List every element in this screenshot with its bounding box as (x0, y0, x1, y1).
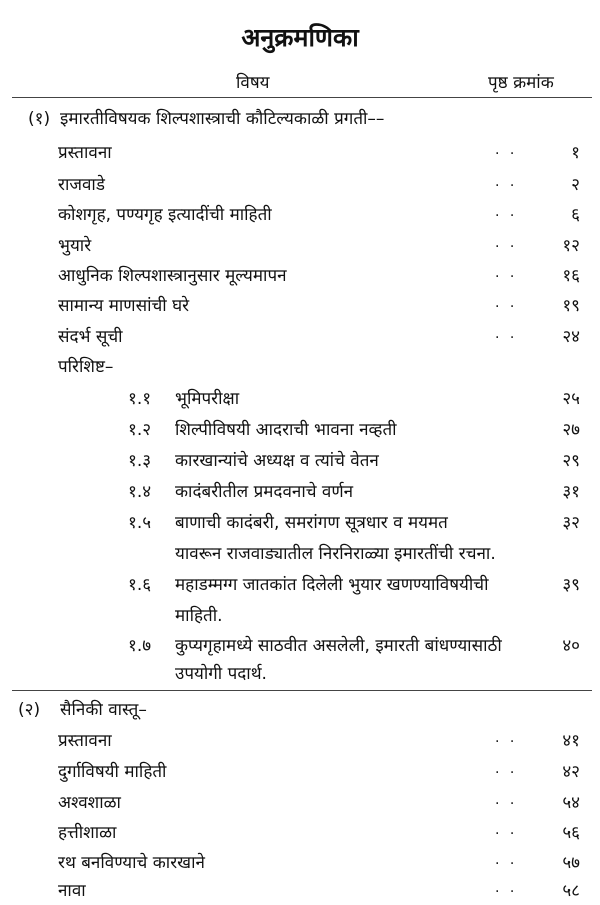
appendix-title: कादंबरीतील प्रमदवनाचे वर्णन (175, 482, 354, 502)
appendix-page-number: ३९ (562, 575, 580, 595)
entry-page-number: ५७ (562, 853, 580, 873)
entry-page-number: ५४ (562, 793, 580, 813)
appendix-page-number: २९ (562, 451, 580, 471)
entry-title: भुयारे (58, 236, 92, 256)
dot-leader: . . (495, 852, 518, 868)
entry-page-number: २ (571, 175, 580, 195)
appendix-number: १.१ (128, 389, 152, 409)
entry-title: कोशगृह, पण्यगृह इत्यादींची माहिती (58, 205, 272, 225)
appendix-title-continuation: उपयोगी पदार्थ. (175, 664, 267, 684)
entry-title: प्रस्तावना (58, 143, 112, 163)
entry-page-number: २४ (562, 327, 580, 347)
entry-title: राजवाडे (58, 175, 105, 195)
entry-title: आधुनिक शिल्पशास्त्रानुसार मूल्यमापन (58, 266, 287, 286)
appendix-title: महाडम्मग्ग जातकांत दिलेली भुयार खणण्याविषयीची (175, 575, 489, 595)
entry-page-number: ४१ (562, 731, 580, 751)
entry-page-number: १९ (562, 296, 580, 316)
appendix-page-number: ३१ (562, 482, 580, 502)
entry-title: प्रस्तावना (58, 731, 112, 751)
entry-page-number: १६ (562, 266, 580, 286)
dot-leader: . . (495, 265, 518, 281)
header-rule (12, 97, 592, 98)
dot-leader: . . (495, 761, 518, 777)
appendix-label: परिशिष्ट– (58, 357, 114, 377)
appendix-title: कारखान्यांचे अध्यक्ष व त्यांचे वेतन (175, 451, 379, 471)
appendix-title: कुप्यगृहामध्ये साठवीत असलेली, इमारती बांधण्यासाठी (175, 636, 502, 656)
entry-title: नावा (58, 881, 86, 901)
appendix-title: भूमिपरीक्षा (175, 389, 240, 409)
section-1-heading: इमारतीविषयक शिल्पशास्त्राची कौटिल्यकाळी प्रगती–– (60, 109, 385, 129)
dot-leader: . . (495, 142, 518, 158)
appendix-title-continuation: यावरून राजवाड्यातील निरनिराळ्या इमारतींची रचना. (175, 544, 496, 564)
dot-leader: . . (495, 235, 518, 251)
entry-title: संदर्भ सूची (58, 327, 123, 347)
appendix-page-number: ३२ (562, 513, 580, 533)
entry-page-number: ५६ (562, 823, 580, 843)
entry-page-number: १ (571, 143, 580, 163)
appendix-page-number: ४० (562, 636, 580, 656)
entry-title: अश्वशाळा (58, 793, 121, 813)
dot-leader: . . (495, 792, 518, 808)
dot-leader: . . (495, 295, 518, 311)
appendix-number: १.७ (128, 636, 152, 656)
appendix-title: शिल्पीविषयी आदराची भावना नव्हती (175, 420, 397, 440)
appendix-number: १.६ (128, 575, 152, 595)
appendix-number: १.४ (128, 482, 152, 502)
entry-title: दुर्गाविषयी माहिती (58, 762, 167, 782)
dot-leader: . . (495, 822, 518, 838)
page-title: अनुक्रमणिका (241, 23, 359, 52)
entry-page-number: ४२ (562, 762, 580, 782)
entry-page-number: ६ (571, 205, 580, 225)
appendix-title: बाणाची कादंबरी, समरांगण सूत्रधार व मयमत (175, 513, 448, 533)
dot-leader: . . (495, 326, 518, 342)
dot-leader: . . (495, 174, 518, 190)
appendix-number: १.२ (128, 420, 152, 440)
dot-leader: . . (495, 880, 518, 896)
dot-leader: . . (495, 730, 518, 746)
section-2-heading: सैनिकी वास्तू– (60, 700, 147, 720)
entry-title: सामान्य माणसांची घरे (58, 296, 190, 316)
entry-title: हत्तीशाळा (58, 823, 117, 843)
entry-title: रथ बनविण्याचे कारखाने (58, 853, 205, 873)
dot-leader: . . (495, 204, 518, 220)
entry-page-number: ५८ (562, 881, 580, 901)
page-number-column-header: पृष्ठ क्रमांक (488, 73, 554, 93)
appendix-number: १.३ (128, 451, 152, 471)
appendix-number: १.५ (128, 513, 152, 533)
appendix-page-number: २७ (562, 420, 580, 440)
appendix-page-number: २५ (562, 389, 580, 409)
appendix-title-continuation: माहिती. (175, 606, 223, 626)
section-divider (12, 690, 592, 691)
section-2-label: (२) (18, 700, 41, 720)
entry-page-number: १२ (562, 236, 580, 256)
section-1-label: (१) (28, 109, 51, 129)
subject-column-header: विषय (236, 73, 270, 93)
